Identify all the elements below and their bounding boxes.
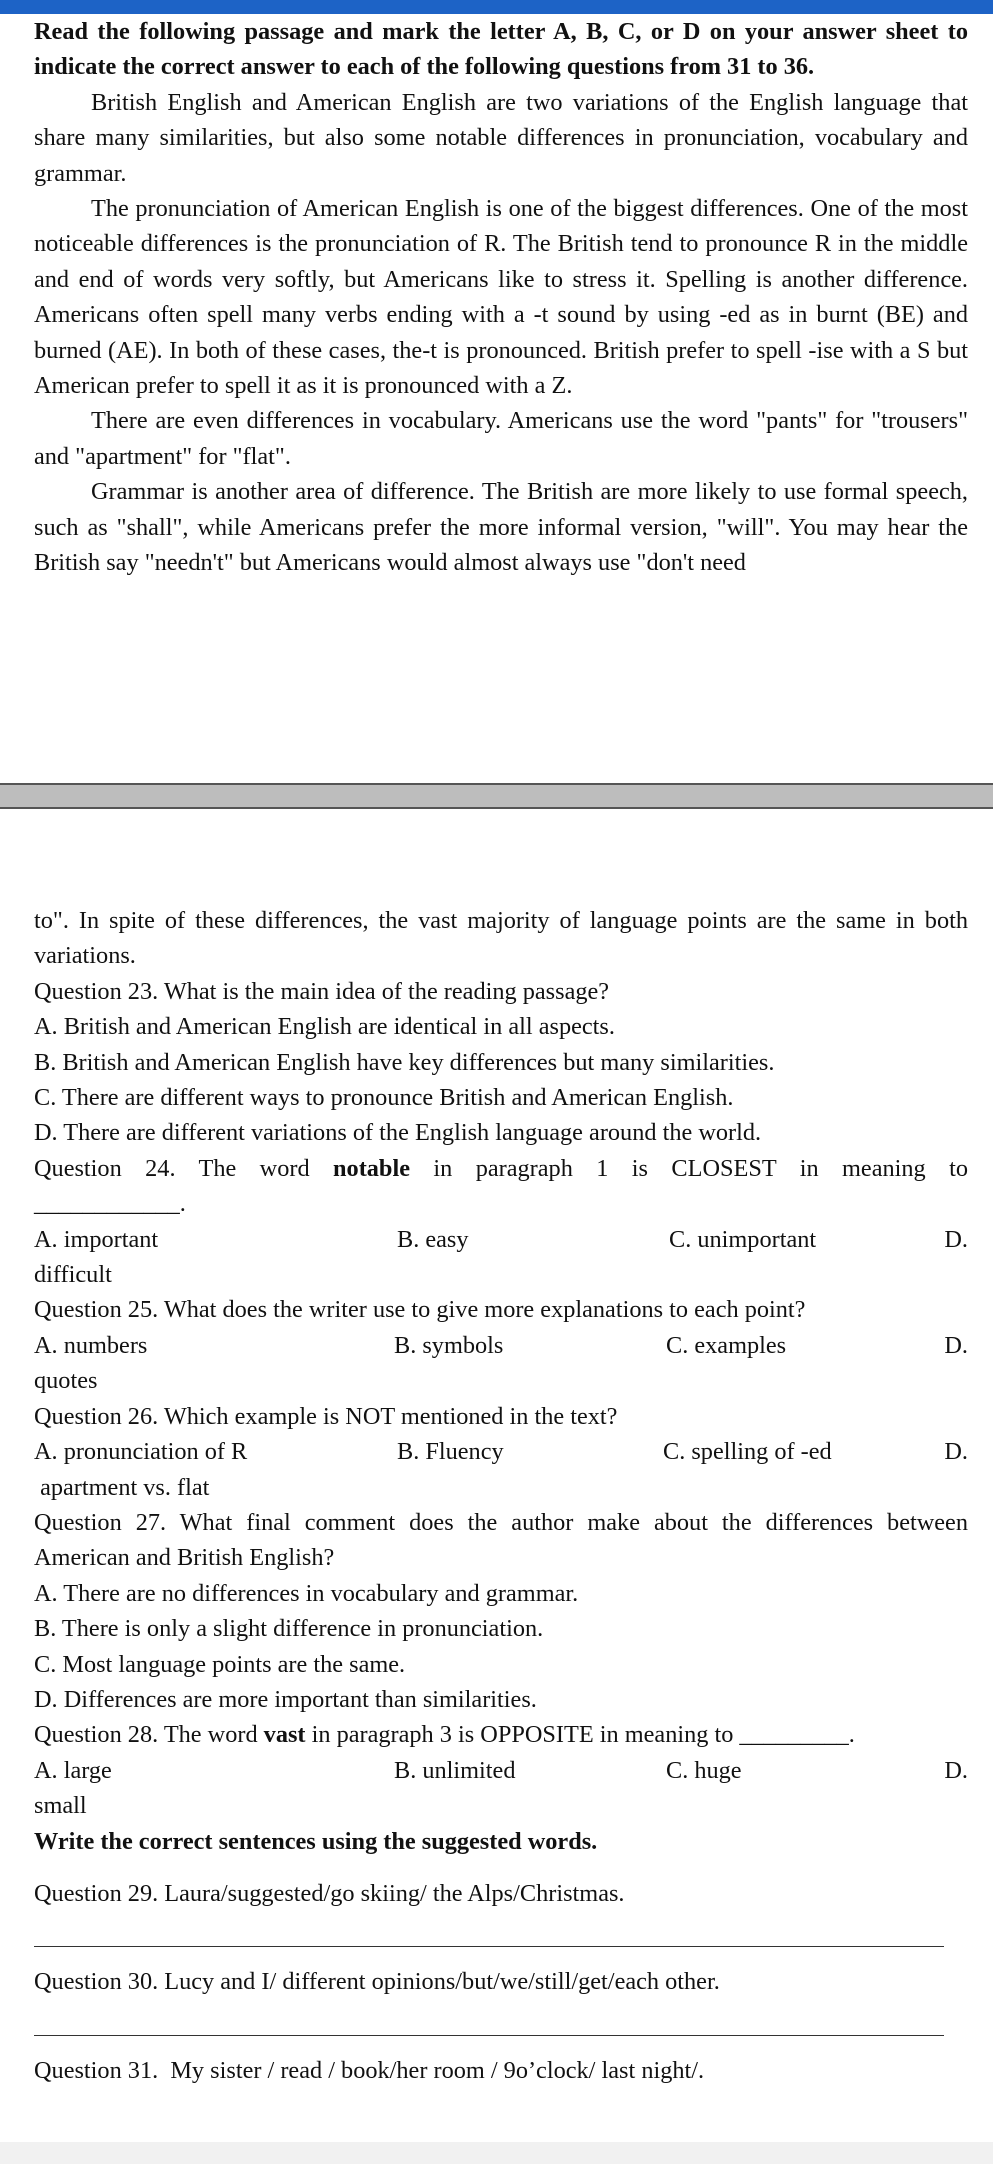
q25-option-c: C. examples bbox=[666, 1331, 787, 1359]
q26-option-c: C. spelling of -ed bbox=[663, 1438, 832, 1466]
q28-text-post: in paragraph 3 is OPPOSITE in meaning to _________. bbox=[305, 1721, 855, 1749]
q24-keyword: notable bbox=[333, 1154, 410, 1182]
q28-keyword: vast bbox=[263, 1721, 306, 1749]
q28-option-a: A. large bbox=[34, 1756, 112, 1784]
question-31: Question 31. My sister / read / book/her room / 9o’clock/ last night/. bbox=[34, 2056, 705, 2084]
q25-option-b: B. symbols bbox=[394, 1331, 504, 1359]
q30-answer-line[interactable] bbox=[34, 2000, 944, 2036]
q24-text-pre: Question 24. The word bbox=[34, 1154, 334, 1182]
q29-answer-line[interactable] bbox=[34, 1911, 944, 1947]
q26-options bbox=[34, 1434, 968, 1469]
top-accent-bar bbox=[0, 0, 993, 14]
passage-paragraph-2: The pronunciation of American English is one of the biggest differences. One of the most noticeable differences is the pronunciation of R. The British tend to pronounce R in the middle and end of words very softly, but Americans like to stress it. Spelling is another difference. Americans often spell many verbs ending with a -t sound by using -ed as in burnt (BE) and burned (AE). In both of these cases, the-t is pronounced. British prefer to spell -ise with a S but American prefer to spell it as it is pronounced with a Z. bbox=[34, 195, 968, 400]
q24-option-c: C. unimportant bbox=[669, 1225, 817, 1253]
question-25: Question 25. What does the writer use to give more explanations to each point? bbox=[34, 1296, 806, 1324]
question-28 bbox=[34, 1717, 968, 1752]
passage-continuation: to". In spite of these differences, the vast majority of language points are the same in both variations. bbox=[34, 907, 968, 970]
q26-option-b: B. Fluency bbox=[397, 1438, 504, 1466]
q24-text-post: in paragraph 1 is CLOSEST in meaning to bbox=[409, 1154, 968, 1182]
instruction-text: Read the following passage and mark the letter A, B, C, or D on your answer sheet to indicate the correct answer to each of the following questions from 31 to 36. bbox=[34, 18, 968, 81]
q27-option-c: C. Most language points are the same. bbox=[34, 1650, 406, 1678]
q24-option-d-text: difficult bbox=[34, 1261, 112, 1289]
q25-option-d-text: quotes bbox=[34, 1367, 98, 1395]
question-24 bbox=[34, 1151, 968, 1186]
question-27: Question 27. What final comment does the author make about the differences between American and British English? bbox=[34, 1508, 968, 1572]
q25-option-d: D. bbox=[944, 1331, 968, 1359]
q27-option-a: A. There are no differences in vocabulary and grammar. bbox=[34, 1579, 579, 1607]
q28-option-d: D. bbox=[944, 1756, 968, 1784]
passage-paragraph-1: British English and American English are two variations of the English language that share many similarities, but also some notable differences in pronunciation, vocabulary and grammar. bbox=[34, 88, 968, 187]
page-1-content bbox=[34, 14, 968, 581]
q26-option-d-text: apartment vs. flat bbox=[34, 1473, 210, 1501]
q24-option-a: A. important bbox=[34, 1225, 159, 1253]
writing-section-heading: Write the correct sentences using the suggested words. bbox=[34, 1827, 598, 1855]
q27-option-b: B. There is only a slight difference in pronunciation. bbox=[34, 1615, 544, 1643]
page-bottom-gray bbox=[0, 2142, 993, 2164]
question-23: Question 23. What is the main idea of the reading passage? bbox=[34, 977, 610, 1005]
q25-option-a: A. numbers bbox=[34, 1331, 148, 1359]
page-2-content bbox=[34, 903, 968, 2088]
q28-option-d-text: small bbox=[34, 1792, 87, 1820]
q23-option-a: A. British and American English are identical in all aspects. bbox=[34, 1013, 615, 1041]
passage-paragraph-3: There are even differences in vocabulary. Americans use the word "pants" for "trousers" and "apartment" for "flat". bbox=[34, 407, 968, 470]
q25-options bbox=[34, 1328, 968, 1363]
q28-option-b: B. unlimited bbox=[394, 1756, 516, 1784]
q28-option-c: C. huge bbox=[666, 1756, 742, 1784]
question-29: Question 29. Laura/suggested/go skiing/ the Alps/Christmas. bbox=[34, 1879, 625, 1907]
page-break-divider bbox=[0, 783, 993, 809]
q24-option-b: B. easy bbox=[397, 1225, 469, 1253]
q24-option-d: D. bbox=[944, 1225, 968, 1253]
q28-text-pre: Question 28. The word bbox=[34, 1721, 264, 1749]
q24-options bbox=[34, 1222, 968, 1257]
q23-option-b: B. British and American English have key differences but many similarities. bbox=[34, 1048, 775, 1076]
passage-paragraph-4: Grammar is another area of difference. The British are more likely to use formal speech, such as "shall", while Americans prefer the more informal version, "will". You may hear the British say "needn't" but Americans would almost always use "don't need bbox=[34, 478, 968, 577]
q23-option-d: D. There are different variations of the English language around the world. bbox=[34, 1119, 762, 1147]
q26-option-a: A. pronunciation of R bbox=[34, 1438, 248, 1466]
q27-option-d: D. Differences are more important than similarities. bbox=[34, 1685, 537, 1713]
q26-option-d: D. bbox=[944, 1438, 968, 1466]
question-26: Question 26. Which example is NOT mentioned in the text? bbox=[34, 1402, 618, 1430]
question-30: Question 30. Lucy and I/ different opinions/but/we/still/get/each other. bbox=[34, 1968, 720, 1996]
q23-option-c: C. There are different ways to pronounce British and American English. bbox=[34, 1084, 734, 1112]
q24-blank: ____________. bbox=[34, 1190, 186, 1218]
q28-options bbox=[34, 1753, 968, 1788]
